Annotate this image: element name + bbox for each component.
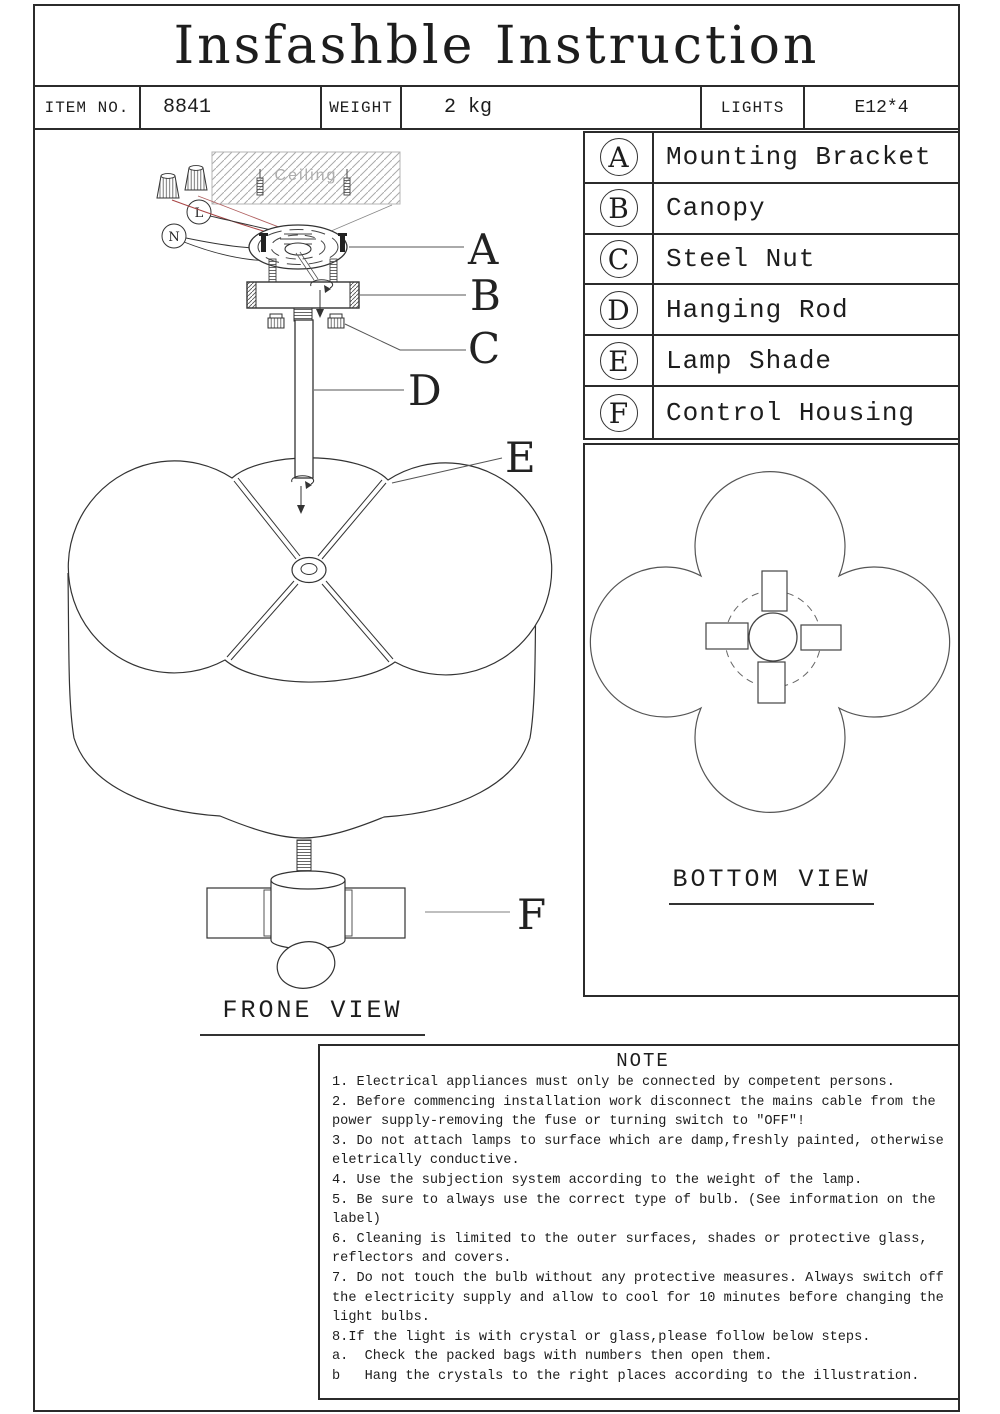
- weight-value: 2 kg: [444, 96, 493, 119]
- callout-a: A: [468, 225, 499, 274]
- front-view-caption: FRONE VIEW: [200, 996, 425, 1036]
- callout-f: F: [517, 890, 547, 939]
- part-key-f: F: [600, 394, 638, 432]
- note-line-3: 3. Do not attach lamps to surface which are damp,freshly painted, otherwise eletrically conductive.: [332, 1133, 952, 1169]
- bottom-view-panel: [583, 443, 960, 997]
- control-housing-drawing: [207, 840, 510, 994]
- item-no-value: 8841: [163, 96, 212, 119]
- part-row-f: [585, 387, 958, 438]
- front-view-diagram: [40, 128, 583, 1040]
- note-line-6: 6. Cleaning is limited to the outer surfaces, shades or protective glass, reflectors and covers.: [332, 1231, 936, 1267]
- callout-c: C: [468, 324, 501, 373]
- callout-b: B: [470, 271, 501, 320]
- note-heading: NOTE: [616, 1050, 670, 1072]
- note-line-8: 8.If the light is with crystal or glass,please follow below steps.: [332, 1329, 871, 1345]
- note-line-7: 7. Do not touch the bulb without any protective measures. Always switch off the electricity supply and allow to cool for 10 minutes before changing the light bulbs.: [332, 1270, 952, 1326]
- bulb-arm-left: [207, 888, 271, 938]
- parts-table: [583, 131, 960, 440]
- item-no-label: ITEM NO.: [44, 98, 130, 117]
- bottom-view-diagram: [585, 445, 958, 995]
- socket-bottom: [758, 662, 785, 703]
- part-row-c: [585, 235, 958, 286]
- note-line-b: b Hang the crystals to the right places according to the illustration.: [332, 1368, 920, 1384]
- part-name-a: Mounting Bracket: [666, 142, 932, 173]
- part-name-e: Lamp Shade: [666, 345, 833, 376]
- part-key-e: E: [600, 342, 638, 380]
- neutral-wire-label: N: [168, 230, 180, 245]
- note-line-4: 4. Use the subjection system according to the weight of the lamp.: [332, 1172, 863, 1188]
- lamp-shade-drawing: [68, 458, 552, 838]
- part-name-d: Hanging Rod: [666, 294, 849, 325]
- note-line-1: 1. Electrical appliances must only be connected by competent persons.: [332, 1075, 895, 1090]
- note-line-a: a. Check the packed bags with numbers then open them.: [332, 1349, 773, 1365]
- part-row-d: [585, 285, 958, 336]
- part-key-b: B: [600, 189, 638, 227]
- part-key-a: A: [600, 138, 638, 176]
- info-bar: [35, 87, 958, 128]
- mounting-bracket-drawing: [249, 225, 347, 282]
- part-row-a: [585, 133, 958, 184]
- part-row-b: [585, 184, 958, 235]
- socket-left: [706, 623, 748, 649]
- front-view-panel: [40, 128, 583, 1040]
- lights-label: LIGHTS: [720, 98, 785, 117]
- center-hub: [749, 613, 797, 661]
- note-line-2: 2. Before commencing installation work disconnect the mains cable from the power supply-removing the fuse or turning switch to ″OFF″!: [332, 1094, 944, 1130]
- part-name-c: Steel Nut: [666, 244, 816, 275]
- ceiling-label: Ceiling: [274, 167, 338, 184]
- hanging-rod-drawing: [295, 320, 313, 478]
- callout-e: E: [505, 433, 536, 482]
- part-name-f: Control Housing: [666, 397, 916, 428]
- mount-screw-right: [330, 259, 337, 282]
- note-box: [318, 1044, 960, 1400]
- live-wire-label: L: [194, 206, 204, 221]
- socket-right: [801, 625, 841, 650]
- note-line-5: 5. Be sure to always use the correct type of bulb. (See information on the label): [332, 1192, 944, 1228]
- part-key-d: D: [600, 291, 638, 329]
- callout-d: D: [408, 366, 442, 415]
- item-no-value-cell: [141, 87, 322, 128]
- item-no-label-cell: [35, 87, 141, 128]
- title-box: [35, 6, 958, 85]
- weight-label-cell: [322, 87, 402, 128]
- socket-top: [762, 571, 787, 611]
- part-row-e: [585, 336, 958, 387]
- page-title: Insfashble Instruction: [173, 15, 820, 76]
- mount-screw-left: [269, 259, 276, 282]
- part-key-c: C: [600, 240, 638, 278]
- weight-value-cell: [402, 87, 702, 128]
- weight-label: WEIGHT: [329, 98, 393, 117]
- bottom-view-caption: BOTTOM VIEW: [669, 865, 874, 905]
- lights-label-cell: [702, 87, 805, 128]
- lights-value: E12*4: [854, 97, 909, 118]
- lights-value-cell: [805, 87, 958, 128]
- part-name-b: Canopy: [666, 193, 766, 224]
